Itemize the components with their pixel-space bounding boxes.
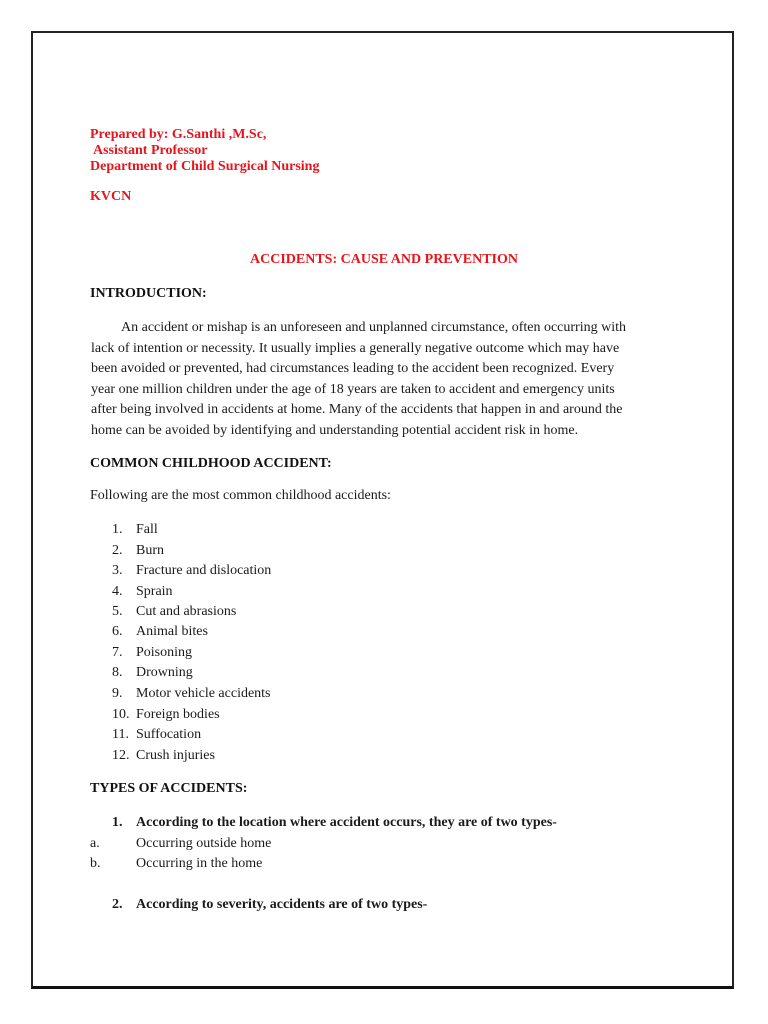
list-number: 7.	[112, 644, 123, 660]
list-text: Fall	[136, 522, 158, 537]
sub-list-text: Occurring in the home	[136, 856, 263, 871]
list-number: 9.	[112, 685, 123, 701]
list-text: Poisoning	[136, 644, 193, 660]
list-item	[112, 663, 193, 683]
list-item	[112, 622, 208, 642]
types-heading: TYPES OF ACCIDENTS:	[90, 781, 248, 796]
list-item	[112, 643, 192, 663]
list-number: 1.	[112, 522, 123, 537]
list-number: 12.	[112, 747, 130, 763]
institution: KVCN	[90, 189, 132, 204]
list-text: Crush injuries	[136, 747, 215, 763]
common-accidents-intro: Following are the most common childhood accidents:	[90, 488, 391, 503]
paragraph-line: after being involved in accidents at home. Many of the accidents that happen in and around the	[91, 402, 623, 417]
list-text: Fracture and dislocation	[136, 563, 272, 578]
sub-list-item	[90, 854, 262, 874]
list-number: 11.	[112, 727, 129, 742]
list-item	[112, 746, 215, 766]
list-text: Burn	[136, 542, 164, 558]
types-point-severity	[112, 895, 427, 915]
list-text: Drowning	[136, 665, 193, 680]
list-number: 6.	[112, 624, 123, 639]
paragraph-line: year one million children under the age of 18 years are taken to accident and emergency units	[91, 381, 615, 397]
paragraph-line: lack of intention or necessity. It usually implies a generally negative outcome which may have	[91, 340, 620, 356]
designation: Assistant Professor	[93, 143, 208, 158]
introduction-paragraph	[91, 318, 676, 441]
list-number: 4.	[112, 583, 123, 599]
list-text: Sprain	[136, 583, 173, 599]
types-point-location	[112, 813, 557, 833]
prepared-by: Prepared by: G.Santhi ,M.Sc,	[90, 127, 267, 142]
list-number: 2.	[112, 897, 123, 912]
department: Department of Child Surgical Nursing	[90, 159, 320, 174]
sub-list-label: b.	[90, 856, 101, 871]
paragraph-line: An accident or mishap is an unforeseen and unplanned circumstance, often occurring with	[121, 320, 626, 335]
introduction-heading: INTRODUCTION:	[90, 286, 207, 301]
list-text: According to severity, accidents are of two types-	[136, 897, 428, 912]
list-item	[112, 684, 271, 704]
list-number: 2.	[112, 542, 123, 558]
list-number: 8.	[112, 665, 123, 680]
sub-list-label: a.	[90, 835, 100, 851]
list-number: 1.	[112, 815, 123, 830]
sub-list-text: Occurring outside home	[136, 835, 272, 851]
list-item	[112, 541, 164, 561]
list-text: According to the location where accident occurs, they are of two types-	[136, 815, 557, 830]
document-title: ACCIDENTS: CAUSE AND PREVENTION	[250, 252, 518, 267]
paragraph-line: home can be avoided by identifying and understanding potential accident risk in home.	[91, 422, 579, 438]
list-item	[112, 725, 201, 745]
list-item	[112, 602, 236, 622]
list-text: Suffocation	[136, 727, 202, 742]
list-text: Foreign bodies	[136, 706, 220, 722]
paragraph-line: been avoided or prevented, had circumstances leading to the accident been recognized. Every	[91, 361, 615, 376]
sub-list-item	[90, 834, 271, 854]
list-text: Motor vehicle accidents	[136, 685, 271, 701]
list-text: Animal bites	[136, 624, 208, 639]
list-number: 10.	[112, 706, 130, 722]
common-accidents-heading: COMMON CHILDHOOD ACCIDENT:	[90, 456, 332, 471]
list-number: 5.	[112, 603, 123, 619]
list-item	[112, 561, 271, 581]
list-text: Cut and abrasions	[136, 603, 237, 619]
list-number: 3.	[112, 563, 123, 578]
list-item	[112, 520, 158, 540]
list-item	[112, 705, 220, 725]
list-item	[112, 582, 173, 602]
